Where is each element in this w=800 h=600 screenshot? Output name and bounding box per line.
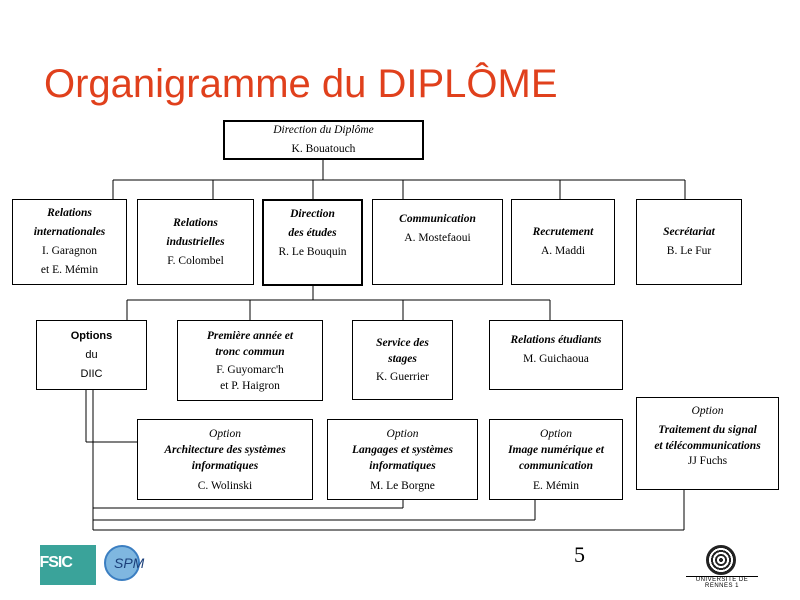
option-label: Option [540,427,572,440]
box-option-image [489,419,623,500]
person-line2: et P. Haigron [220,379,280,392]
option-label: Option [209,427,241,440]
spm-logo [104,545,150,585]
ifsic-logo [34,545,98,589]
spm-logo-text: SPM [114,555,145,571]
role-line2: stages [388,353,417,365]
role: Communication [399,213,476,225]
person-line1: F. Guyomarc'h [216,363,284,376]
box-relations-industrielles [137,199,254,285]
box-premiere-annee [177,320,323,401]
role-line2: des études [288,227,337,239]
box-direction-diplome [223,120,424,160]
role-line1: Architecture des systèmes [164,443,286,456]
person: M. Le Borgne [370,479,435,492]
role-line2: informatiques [369,459,436,472]
role-line1: Traitement du signal [658,424,757,436]
person: JJ Fuchs [687,455,728,467]
person: E. Mémin [533,479,579,492]
box-relations-etudiants [489,320,623,390]
box-option-architecture [137,419,313,500]
box-secretariat [636,199,742,285]
options-line1: Options [70,329,113,342]
role: Recrutement [532,226,594,238]
box-recrutement [511,199,615,285]
box-options-diic [36,320,147,390]
page-number: 5 [574,542,585,567]
box-communication [372,199,503,285]
role-line2: informatiques [191,459,259,472]
person: B. Le Fur [666,245,712,257]
box-option-traitement [636,397,779,490]
box-direction-etudes [262,199,363,286]
box-relations-internationales [12,199,127,285]
role-line1: Relations [47,207,92,219]
title-accent: DIPLÔME [377,62,558,106]
university-logo [686,545,758,589]
role: Relations étudiants [510,334,602,346]
role-line2: internationales [33,226,106,238]
role: Secrétariat [663,226,715,238]
role-line1: Service des [376,337,429,349]
role-line2: industrielles [166,235,225,248]
title-main: Organigramme du [44,62,378,106]
role-line2: et télécommunications [654,440,761,452]
person: F. Colombel [167,254,224,267]
university-seal-icon [706,545,736,575]
person-line2: et E. Mémin [40,264,99,276]
options-line3: DIIC [80,367,103,380]
role-direction-diplome: Direction du Diplôme [273,124,374,136]
university-logo-text: UNIVERSITE DE RENNES 1 [686,576,758,589]
person-direction-diplome: K. Bouatouch [291,143,356,155]
option-label: Option [691,405,724,417]
role-line1: Première année et [206,329,294,342]
ifsic-logo-text: IFSIC [36,554,72,571]
person: A. Mostefaoui [404,232,471,244]
person: R. Le Bouquin [278,246,347,258]
person: K. Guerrier [375,371,429,383]
option-label: Option [386,427,419,440]
box-option-langages [327,419,478,500]
role-line1: Relations [173,216,218,229]
role-line1: Langages et systèmes [352,443,453,456]
person: M. Guichaoua [523,353,589,365]
person: A. Maddi [540,245,586,257]
person-line1: I. Garagnon [42,245,97,257]
box-service-stages [352,320,453,400]
person: C. Wolinski [197,479,253,492]
role-line1: Direction [290,208,335,220]
options-line2: du [85,348,98,361]
role-line2: communication [518,459,594,472]
role-line2: tronc commun [215,345,285,358]
role-line1: Image numérique et [508,443,604,456]
